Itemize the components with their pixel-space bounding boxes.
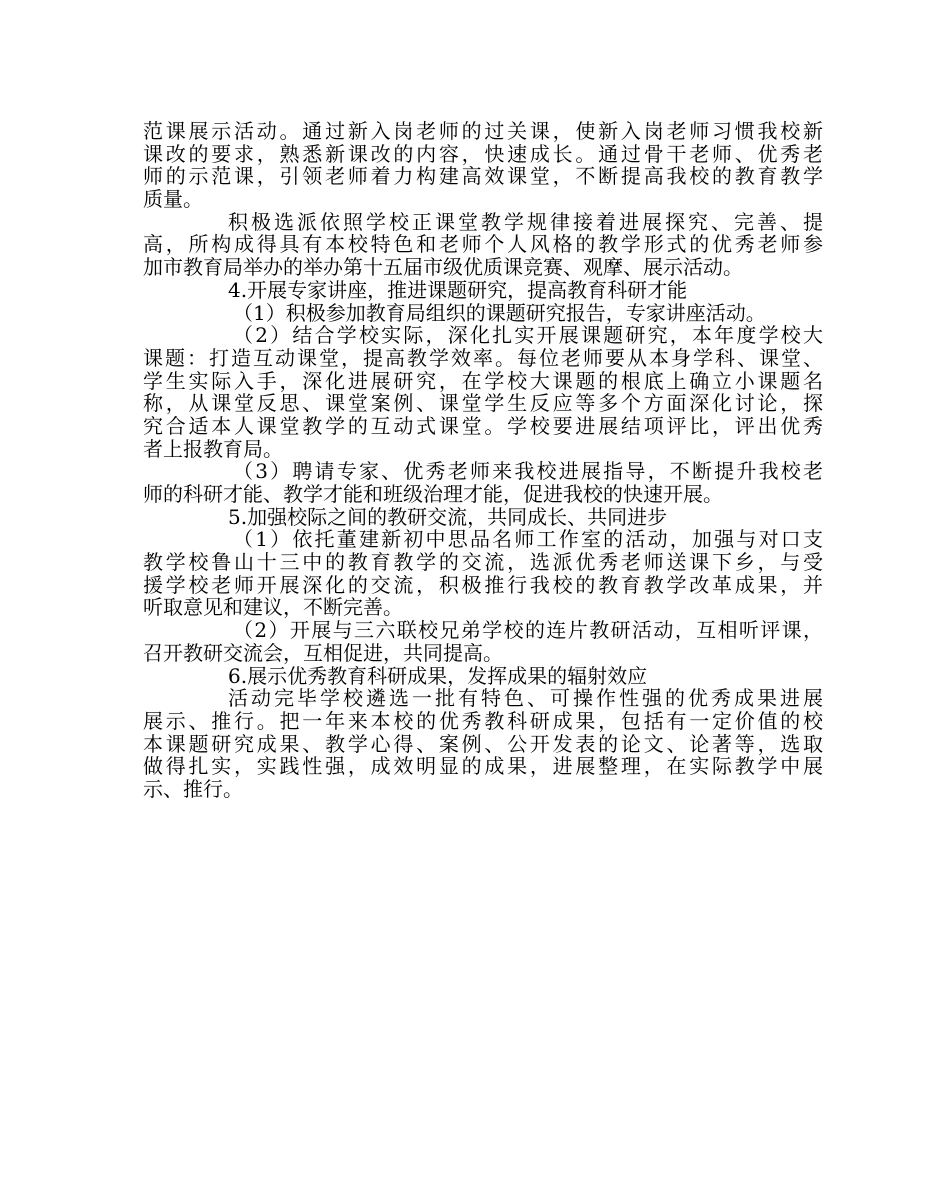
paragraph-line: 范课展示活动。通过新入岗老师的过关课，使新入岗老师习惯我校新 <box>143 119 823 143</box>
paragraph-line: 召开教研交流会，互相促进，共同提高。 <box>143 640 503 665</box>
paragraph-line: 质量。 <box>143 187 203 212</box>
section-heading: 5.加强校际之间的教研交流，共同成长、共同进步 <box>228 504 668 529</box>
section-heading: 4.开展专家讲座，推进课题研究，提高教育科研才能 <box>228 277 688 302</box>
paragraph-line: 高，所构成得具有本校特色和老师个人风格的教学形式的优秀老师参 <box>143 232 823 257</box>
paragraph-line: 援学校老师开展深化的交流，积极推行我校的教育教学改革成果，并 <box>143 572 823 597</box>
paragraph-line: 师的科研才能、教学才能和班级治理才能，促进我校的快速开展。 <box>143 482 723 506</box>
list-item-line: （1）依托董建新初中思品名师工作室的活动，加强与对口支 <box>233 527 823 552</box>
paragraph-line: 教学校鲁山十三中的教育教学的交流，选派优秀老师送课下乡，与受 <box>143 550 823 575</box>
list-item-line: （2）开展与三六联校兄弟学校的连片教研活动，互相听评课， <box>233 618 823 643</box>
paragraph-line: 师的示范课，引领老师着力构建高效课堂，不断提高我校的教育教学 <box>143 164 823 189</box>
paragraph-line: 究合适本人课堂教学的互动式课堂。学校要进展结项评比，评出优秀 <box>143 413 823 438</box>
list-item-line: （2）结合学校实际，深化扎实开展课题研究，本年度学校大 <box>233 323 823 348</box>
paragraph-line: 听取意见和建议，不断完善。 <box>143 595 403 620</box>
paragraph-line: 者上报教育局。 <box>143 436 283 461</box>
document-body <box>143 120 823 801</box>
list-item-line: （3）聘请专家、优秀老师来我校进展指导，不断提升我校老 <box>233 459 823 484</box>
section-heading: 6.展示优秀教育科研成果，发挥成果的辐射效应 <box>228 663 648 688</box>
paragraph-line: 积极选派依照学校正课堂教学规律接着进展探究、完善、提 <box>228 209 823 234</box>
paragraph-line: 课改的要求，熟悉新课改的内容，快速成长。通过骨干老师、优秀老 <box>143 141 823 166</box>
paragraph-line: 展示、推行。把一年来本校的优秀教科研成果，包括有一定价值的校 <box>143 708 823 733</box>
list-item-line: （1）积极参加教育局组织的课题研究报告，专家讲座活动。 <box>233 300 766 325</box>
paragraph-line: 示、推行。 <box>143 776 243 801</box>
paragraph-line: 课题：打造互动课堂，提高教学效率。每位老师要从本身学科、课堂、 <box>143 345 823 370</box>
paragraph-line: 称，从课堂反思、课堂案例、课堂学生反应等多个方面深化讨论，探 <box>143 391 823 416</box>
paragraph-line: 学生实际入手，深化进展研究，在学校大课题的根底上确立小课题名 <box>143 368 823 393</box>
paragraph-line: 活动完毕学校遴选一批有特色、可操作性强的优秀成果进展 <box>228 686 823 711</box>
paragraph-line: 做得扎实，实践性强，成效明显的成果，进展整理，在实际教学中展 <box>143 754 823 779</box>
paragraph-line: 本课题研究成果、教学心得、案例、公开发表的论文、论著等，选取 <box>143 731 823 756</box>
paragraph-line: 加市教育局举办的举办第十五届市级优质课竞赛、观摩、展示活动。 <box>143 255 743 280</box>
